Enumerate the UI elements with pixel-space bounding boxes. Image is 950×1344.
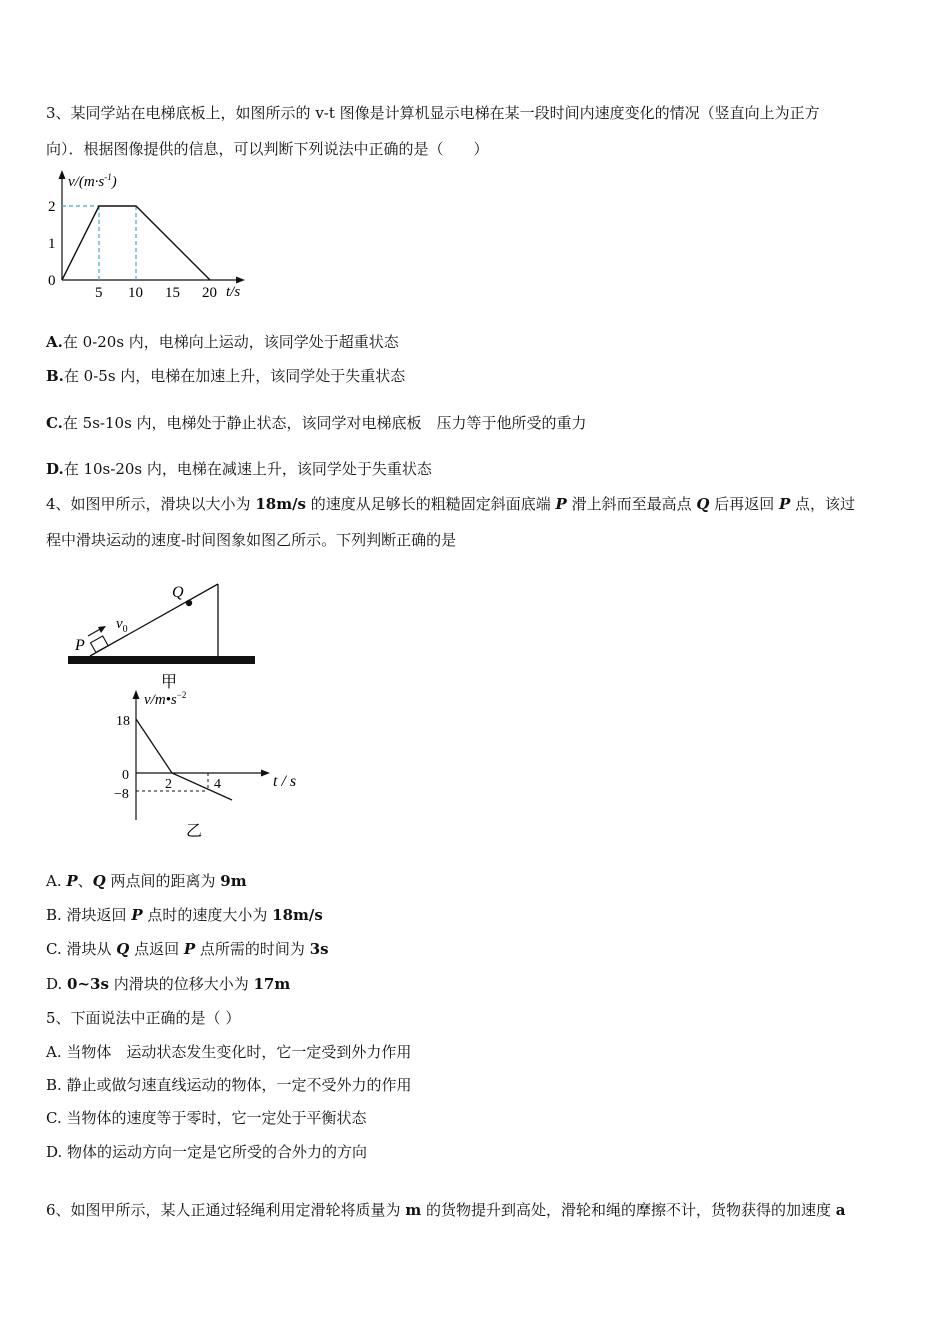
- yi-tick-minus8: −8: [114, 787, 129, 802]
- q5-option-d[interactable]: D. 物体的运动方向一定是它所受的合外力的方向: [46, 1143, 368, 1161]
- q4-option-a[interactable]: A. P、Q 两点间的距离为 9m: [46, 872, 247, 890]
- q3-x-label: t/s: [226, 284, 241, 300]
- q4-option-b[interactable]: B. 滑块返回 P 点时的速度大小为 18m/s: [46, 906, 323, 924]
- q3-x-tick-10: 10: [128, 285, 143, 301]
- q5-option-a[interactable]: A. 当物体 运动状态发生变化时，它一定受到外力作用: [46, 1043, 412, 1061]
- yi-x-arrow: [261, 770, 270, 777]
- q3-y-arrow: [59, 170, 66, 179]
- label-q: Q: [172, 584, 184, 601]
- label-v0: $v_0$: [116, 616, 128, 635]
- q3-x-tick-5: 5: [95, 285, 103, 301]
- q4-figure-yi: [110, 684, 320, 844]
- q4-stem-line1: 4、如图甲所示，滑块以大小为 18m/s 的速度从足够长的粗糙固定斜面底端 P 滑上斜而至最高点 Q 后再返回 P 点，该过: [46, 495, 856, 513]
- incline-surface: [90, 584, 218, 656]
- q4-stem-line2: 程中滑块运动的速度-时间图象如图乙所示。下列判断正确的是: [46, 531, 457, 549]
- q3-option-d[interactable]: D.在 10s-20s 内，电梯在减速上升，该同学处于失重状态: [46, 460, 432, 478]
- yi-tick-0: 0: [122, 768, 129, 783]
- yi-y-arrow: [133, 690, 140, 699]
- yi-x-label: t / s: [273, 773, 297, 790]
- q5-stem: 5、下面说法中正确的是（ ）: [46, 1009, 241, 1027]
- q3-y-tick-2: 2: [48, 199, 56, 215]
- slider-block: [91, 636, 109, 652]
- q5-option-c[interactable]: C. 当物体的速度等于零时，它一定处于平衡状态: [46, 1109, 367, 1127]
- caption-jia: 甲: [161, 674, 178, 691]
- q3-x-arrow: [236, 277, 245, 284]
- q4-option-d[interactable]: D. 0~3s 内滑块的位移大小为 17m: [46, 975, 291, 993]
- q3-y-tick-0: 0: [48, 273, 56, 289]
- q3-vt-graph: [40, 168, 260, 304]
- label-p: P: [75, 637, 85, 654]
- q4-figure-jia: [60, 572, 270, 694]
- caption-yi: 乙: [186, 823, 203, 840]
- yi-tick-4: 4: [214, 777, 221, 792]
- q3-option-b[interactable]: B.在 0-5s 内，电梯在加速上升，该同学处于失重状态: [46, 367, 406, 385]
- q6-stem: 6、如图甲所示，某人正通过轻绳利用定滑轮将质量为 m 的货物提升到高处，滑轮和绳的摩擦不计，货物获得的加速度 a: [46, 1201, 846, 1219]
- q3-stem-line1: 3、某同学站在电梯底板上，如图所示的 v-t 图像是计算机显示电梯在某一段时间内速度变化的情况（竖直向上为正方: [46, 104, 820, 122]
- yi-tick-18: 18: [116, 714, 130, 729]
- point-q-dot: [186, 600, 192, 606]
- q5-option-b[interactable]: B. 静止或做匀速直线运动的物体，一定不受外力的作用: [46, 1076, 412, 1094]
- q3-option-c[interactable]: C.在 5s-10s 内，电梯处于静止状态，该同学对电梯底板 压力等于他所受的重力: [46, 414, 587, 432]
- q3-y-tick-1: 1: [48, 236, 56, 252]
- q3-x-tick-20: 20: [202, 285, 217, 301]
- yi-y-label: $v/m•s^{-2}$: [144, 690, 187, 708]
- q3-option-a[interactable]: A.在 0-20s 内，电梯向上运动，该同学处于超重状态: [46, 333, 399, 351]
- ground-bar: [68, 656, 255, 664]
- q3-stem-line2: 向）．根据图像提供的信息，可以判断下列说法中正确的是（ ）: [46, 140, 489, 158]
- q3-x-tick-15: 15: [165, 285, 180, 301]
- q3-y-label: $v/(m\cdot s^{-1})$: [68, 172, 117, 190]
- yi-tick-2: 2: [165, 777, 172, 792]
- q4-option-c[interactable]: C. 滑块从 Q 点返回 P 点所需的时间为 3s: [46, 940, 329, 958]
